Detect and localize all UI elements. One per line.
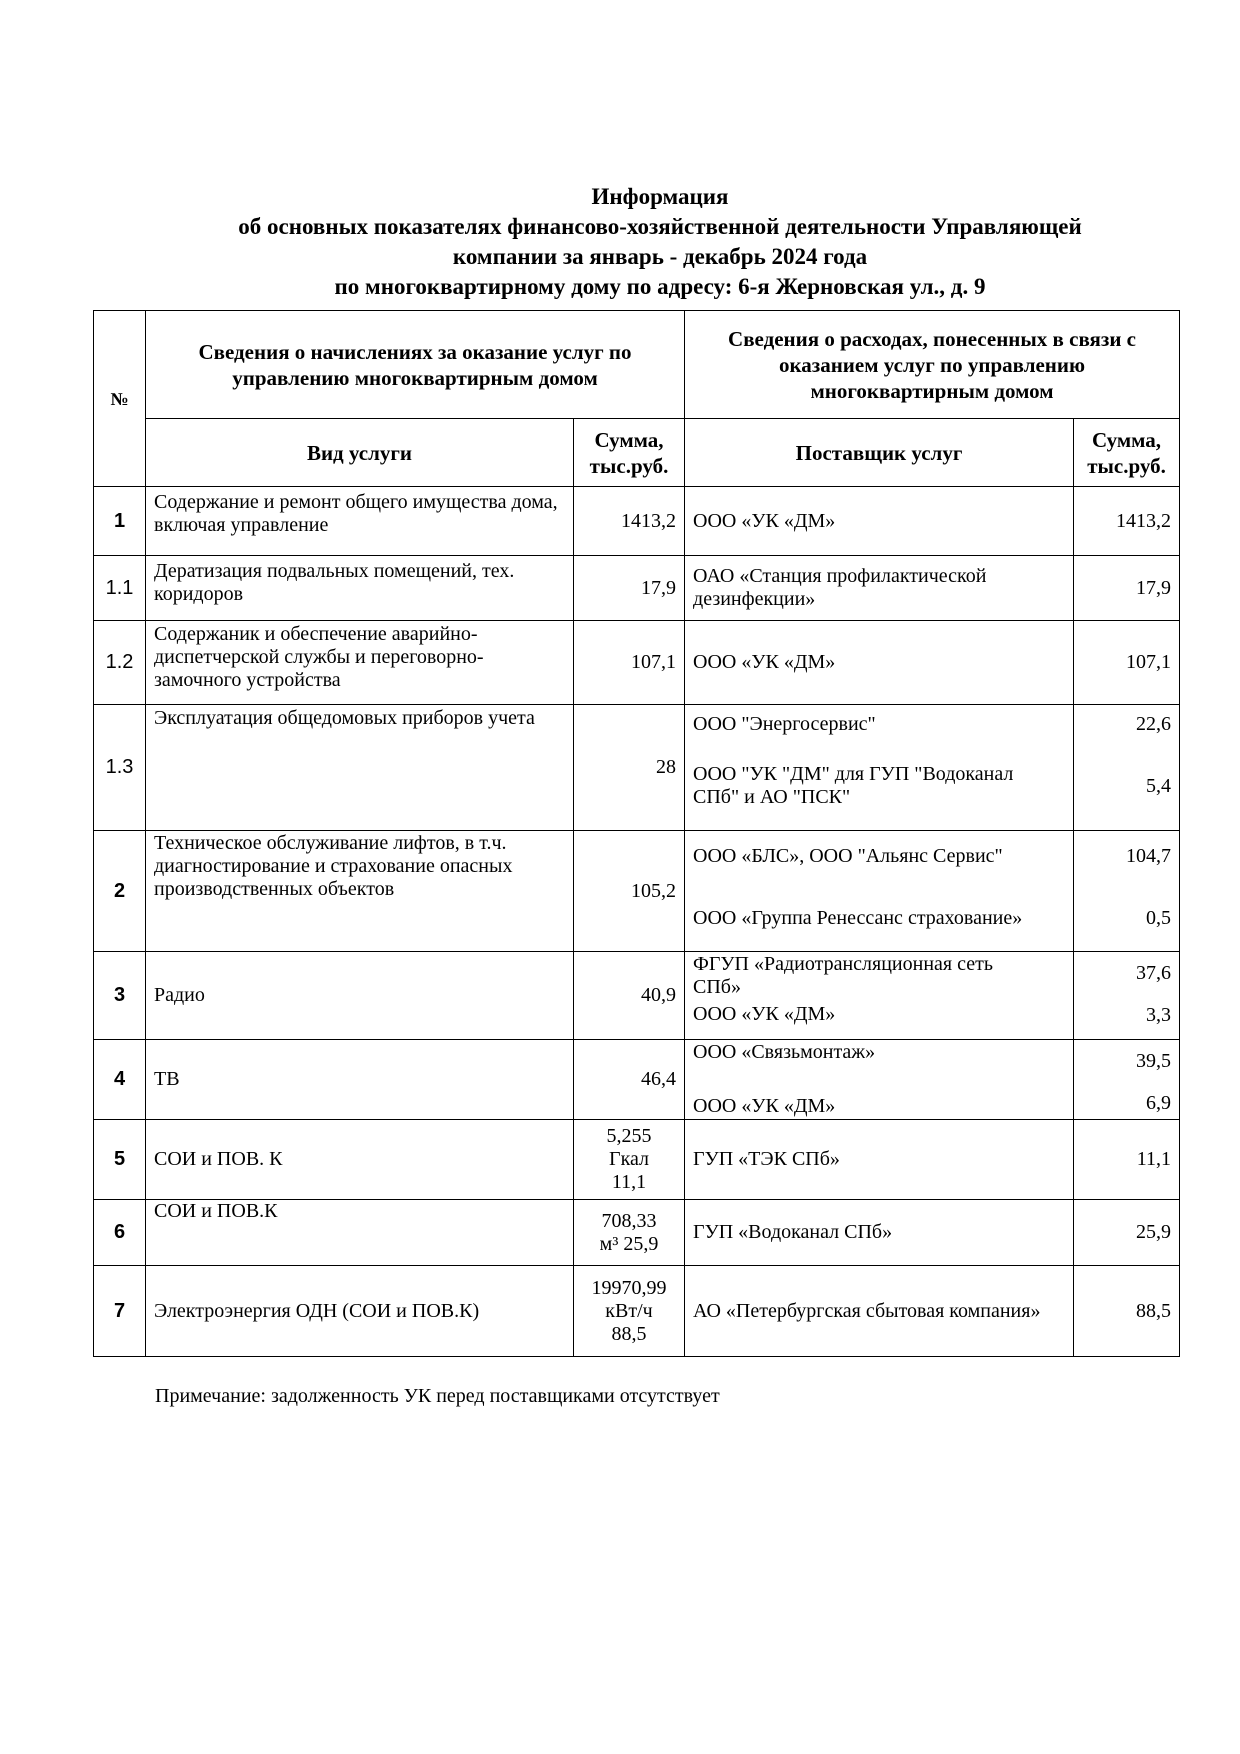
row-service: Электроэнергия ОДН (СОИ и ПОВ.К) [146, 1266, 574, 1357]
sum-line: 5,255 [606, 1125, 652, 1147]
row-service: Радио [146, 952, 574, 1040]
title-line-4: по многоквартирному дому по адресу: 6-я Жерновская ул., д. 9 [334, 274, 986, 299]
row-num: 4 [94, 1040, 146, 1120]
provider-name: ФГУП «Радиотрансляционная сеть СПб» [693, 953, 993, 998]
row-provider-sum: 1413,2 [1074, 487, 1180, 556]
row-provider: ООО «УК «ДМ» [685, 487, 1074, 556]
title-line-3: компании за январь - декабрь 2024 года [452, 244, 868, 269]
row-provider [685, 705, 1074, 831]
table-row [94, 621, 1180, 705]
provider-name: ООО "Энергосервис" [693, 713, 876, 735]
document-title [0, 182, 1240, 302]
provider-name: ООО «Связьмонтаж» [693, 1041, 876, 1063]
row-sum: 28 [574, 705, 685, 831]
sum-line: Гкал [609, 1148, 650, 1170]
row-provider-sum: 107,1 [1074, 621, 1180, 705]
row-num: 1.1 [94, 556, 146, 621]
header-sum-right: Сумма, тыс.руб. [1074, 419, 1180, 487]
table-row [94, 556, 1180, 621]
row-provider-sum: 17,9 [1074, 556, 1180, 621]
sum-line: 19970,99 [591, 1276, 667, 1299]
sum-line: 88,5 [611, 1322, 647, 1345]
row-provider-sum [1074, 831, 1180, 952]
row-service: Содержание и ремонт общего имущества дома, включая управление [146, 487, 574, 556]
row-service: СОИ и ПОВ. К [146, 1120, 574, 1200]
row-num: 3 [94, 952, 146, 1040]
row-num: 6 [94, 1200, 146, 1266]
row-sum: 1413,2 [574, 487, 685, 556]
table-row [94, 1040, 1180, 1120]
row-provider-sum: 88,5 [1074, 1266, 1180, 1357]
table-row [94, 705, 1180, 831]
header-sum-left: Сумма, тыс.руб. [574, 419, 685, 487]
row-num: 2 [94, 831, 146, 952]
row-service: ТВ [146, 1040, 574, 1120]
row-service: Дератизация подвальных помещений, тех. коридоров [146, 556, 574, 621]
provider-sum: 6,9 [1146, 1092, 1172, 1114]
row-sum: 40,9 [574, 952, 685, 1040]
table-row [94, 487, 1180, 556]
provider-name: ООО «БЛС», ООО "Альянс Сервис" [693, 845, 1003, 867]
header-service: Вид услуги [146, 419, 574, 487]
table-row [94, 831, 1180, 952]
title-line-1: Информация [591, 184, 729, 209]
header-group-charges: Сведения о начислениях за оказание услуг по управлению многоквартирным домом [146, 311, 685, 419]
sum-line: 708,33 [601, 1209, 657, 1232]
title-line-2: об основных показателях финансово-хозяйственной деятельности Управляющей [238, 214, 1082, 239]
row-provider-sum [1074, 952, 1180, 1040]
sum-line: м³ 25,9 [599, 1232, 659, 1255]
header-row-groups [94, 311, 1180, 419]
row-sum: 17,9 [574, 556, 685, 621]
row-provider-sum [1074, 705, 1180, 831]
provider-sum: 104,7 [1126, 845, 1172, 867]
row-provider [685, 1040, 1074, 1120]
row-provider: АО «Петербургская сбытовая компания» [685, 1266, 1074, 1357]
provider-sum: 0,5 [1146, 907, 1172, 929]
provider-sum: 3,3 [1146, 1004, 1172, 1026]
footnote: Примечание: задолженность УК перед поставщиками отсутствует [155, 1385, 720, 1407]
row-service: Техническое обслуживание лифтов, в т.ч. диагностирование и страхование опасных производственных объектов [146, 831, 574, 952]
row-sum [574, 1120, 685, 1200]
row-num: 1.2 [94, 621, 146, 705]
sum-line: 11,1 [611, 1171, 647, 1193]
row-provider [685, 831, 1074, 952]
row-provider: ГУП «ТЭК СПб» [685, 1120, 1074, 1200]
provider-sum: 5,4 [1146, 775, 1172, 797]
provider-name: ООО "УК "ДМ" для ГУП "Водоканал СПб" и АО "ПСК" [693, 763, 1014, 808]
provider-name: ООО «УК «ДМ» [693, 1095, 836, 1117]
row-sum [574, 1266, 685, 1357]
row-num: 5 [94, 1120, 146, 1200]
row-provider-sum [1074, 1040, 1180, 1120]
table-row [94, 1200, 1180, 1266]
row-provider [685, 952, 1074, 1040]
row-num: 1 [94, 487, 146, 556]
row-provider: ОАО «Станция профилактической дезинфекции» [685, 556, 1074, 621]
table-row [94, 1120, 1180, 1200]
row-sum: 107,1 [574, 621, 685, 705]
header-row-columns [94, 419, 1180, 487]
report-table [93, 310, 1180, 1357]
row-sum: 105,2 [574, 831, 685, 952]
row-provider: ГУП «Водоканал СПб» [685, 1200, 1074, 1266]
row-provider: ООО «УК «ДМ» [685, 621, 1074, 705]
row-num: 1.3 [94, 705, 146, 831]
table-row [94, 1266, 1180, 1357]
row-provider-sum: 11,1 [1074, 1120, 1180, 1200]
row-num: 7 [94, 1266, 146, 1357]
row-provider-sum: 25,9 [1074, 1200, 1180, 1266]
row-sum [574, 1200, 685, 1266]
sum-line: кВт/ч [605, 1299, 653, 1322]
row-service: Содержаник и обеспечение аварийно-диспетчерской службы и переговорно-замочного устройства [146, 621, 574, 705]
header-num: № [94, 311, 146, 487]
provider-sum: 39,5 [1136, 1050, 1172, 1072]
header-group-expenses: Сведения о расходах, понесенных в связи с оказанием услуг по управлению многоквартирным домом [685, 311, 1180, 419]
header-provider: Поставщик услуг [685, 419, 1074, 487]
provider-name: ООО «УК «ДМ» [693, 1003, 836, 1025]
row-service: СОИ и ПОВ.К [146, 1200, 574, 1266]
row-service: Эксплуатация общедомовых приборов учета [146, 705, 574, 831]
provider-sum: 22,6 [1136, 713, 1172, 735]
provider-name: ООО «Группа Ренессанс страхование» [693, 907, 1023, 929]
table-row [94, 952, 1180, 1040]
provider-sum: 37,6 [1136, 962, 1172, 984]
row-sum: 46,4 [574, 1040, 685, 1120]
